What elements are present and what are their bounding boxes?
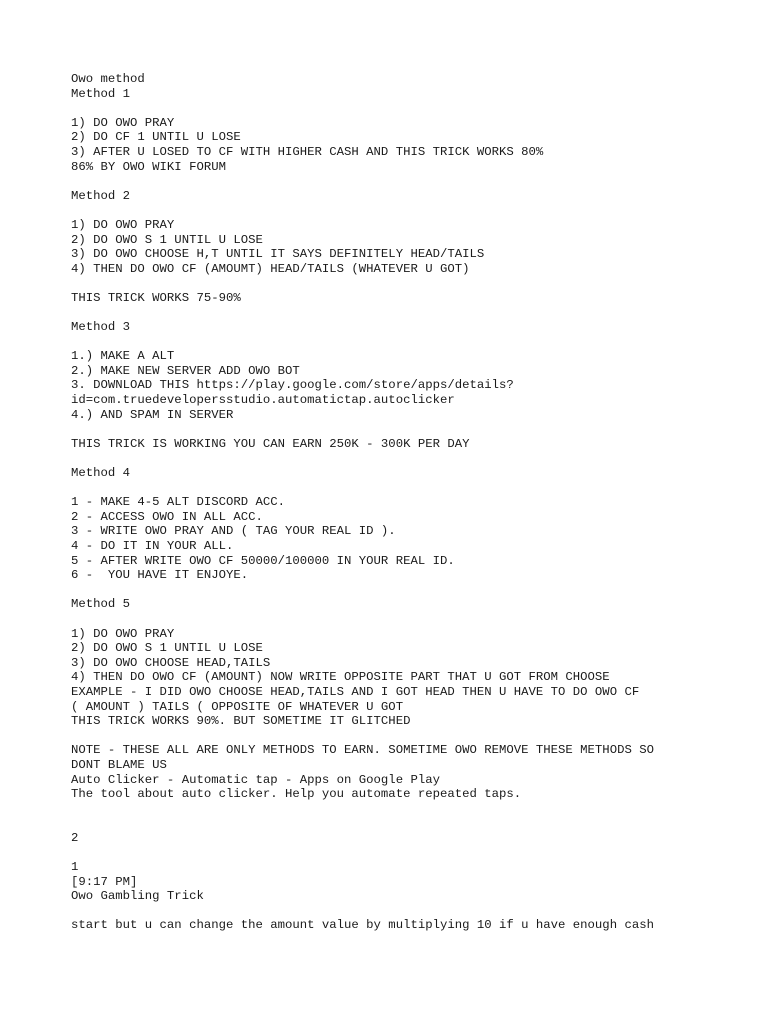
blank-line <box>71 845 761 860</box>
blank-line <box>71 203 761 218</box>
text-line: start but u can change the amount value by multiplying 10 if u have enough cash <box>71 918 654 933</box>
text-line: 3) DO OWO CHOOSE HEAD,TAILS <box>71 655 271 670</box>
text-line: ( AMOUNT ) TAILS ( OPPOSITE OF WHATEVER U GOT <box>71 699 404 714</box>
text-line: THIS TRICK IS WORKING YOU CAN EARN 250K - 300K PER DAY <box>71 436 470 451</box>
text-line: 1.) MAKE A ALT <box>71 349 175 364</box>
text-line: 5 - AFTER WRITE OWO CF 50000/100000 IN YOUR REAL ID. <box>71 553 455 568</box>
text-line: 86% BY OWO WIKI FORUM <box>71 159 226 174</box>
blank-line <box>71 276 761 291</box>
text-line: 4.) AND SPAM IN SERVER <box>71 407 234 422</box>
text-line: NOTE - THESE ALL ARE ONLY METHODS TO EARN. SOMETIME OWO REMOVE THESE METHODS SO <box>71 743 654 758</box>
text-line: Method 3 <box>71 320 131 335</box>
text-line: 2) DO OWO S 1 UNTIL U LOSE <box>71 641 263 656</box>
text-line: 2 <box>71 830 79 845</box>
text-line: Owo Gambling Trick <box>71 889 204 904</box>
blank-line <box>71 904 761 919</box>
text-line: 1 <box>71 860 79 875</box>
text-line: THIS TRICK WORKS 75-90% <box>71 290 241 305</box>
text-line: [9:17 PM] <box>71 874 138 889</box>
blank-line <box>71 335 761 350</box>
text-line: 1) DO OWO PRAY <box>71 115 175 130</box>
blank-line <box>71 101 761 116</box>
text-line: Method 5 <box>71 597 131 612</box>
text-line: DONT BLAME US <box>71 757 167 772</box>
blank-line <box>71 451 761 466</box>
text-line: 2) DO OWO S 1 UNTIL U LOSE <box>71 232 263 247</box>
text-line: THIS TRICK WORKS 90%. BUT SOMETIME IT GLITCHED <box>71 714 411 729</box>
text-line: 3 - WRITE OWO PRAY AND ( TAG YOUR REAL ID ). <box>71 524 396 539</box>
text-line: EXAMPLE - I DID OWO CHOOSE HEAD,TAILS AND I GOT HEAD THEN U HAVE TO DO OWO CF <box>71 684 640 699</box>
document-page <box>71 72 761 933</box>
text-line: 2.) MAKE NEW SERVER ADD OWO BOT <box>71 363 300 378</box>
blank-line <box>71 174 761 189</box>
text-line: Owo method <box>71 72 145 86</box>
text-line: id=com.truedevelopersstudio.automatictap.autoclicker <box>71 393 455 408</box>
text-line: 1 - MAKE 4-5 ALT DISCORD ACC. <box>71 495 286 510</box>
text-line: 3) AFTER U LOSED TO CF WITH HIGHER CASH AND THIS TRICK WORKS 80% <box>71 144 544 159</box>
blank-line <box>71 612 761 627</box>
text-line: Method 2 <box>71 188 131 203</box>
blank-line <box>71 422 761 437</box>
text-line: The tool about auto clicker. Help you automate repeated taps. <box>71 787 522 802</box>
text-line: 1) DO OWO PRAY <box>71 217 175 232</box>
text-line: 2 - ACCESS OWO IN ALL ACC. <box>71 509 263 524</box>
blank-line <box>71 583 761 598</box>
text-line: 4 - DO IT IN YOUR ALL. <box>71 539 234 553</box>
blank-line <box>71 802 761 817</box>
text-line: 6 - YOU HAVE IT ENJOYE. <box>71 568 249 583</box>
text-line: Auto Clicker - Automatic tap - Apps on Google Play <box>71 772 440 787</box>
text-line: Method 4 <box>71 466 131 481</box>
text-line: 4) THEN DO OWO CF (AMOUNT) NOW WRITE OPPOSITE PART THAT U GOT FROM CHOOSE <box>71 670 610 685</box>
blank-line <box>71 306 761 321</box>
blank-line <box>71 729 761 744</box>
text-line: 2) DO CF 1 UNTIL U LOSE <box>71 130 241 145</box>
blank-line <box>71 481 761 496</box>
text-line: 3) DO OWO CHOOSE H,T UNTIL IT SAYS DEFINITELY HEAD/TAILS <box>71 247 485 262</box>
text-line: 3. DOWNLOAD THIS https://play.google.com/store/apps/details? <box>71 378 514 393</box>
blank-line <box>71 816 761 831</box>
text-line: 4) THEN DO OWO CF (AMOUMT) HEAD/TAILS (WHATEVER U GOT) <box>71 261 470 276</box>
text-line: 1) DO OWO PRAY <box>71 626 175 641</box>
text-line: Method 1 <box>71 86 131 101</box>
